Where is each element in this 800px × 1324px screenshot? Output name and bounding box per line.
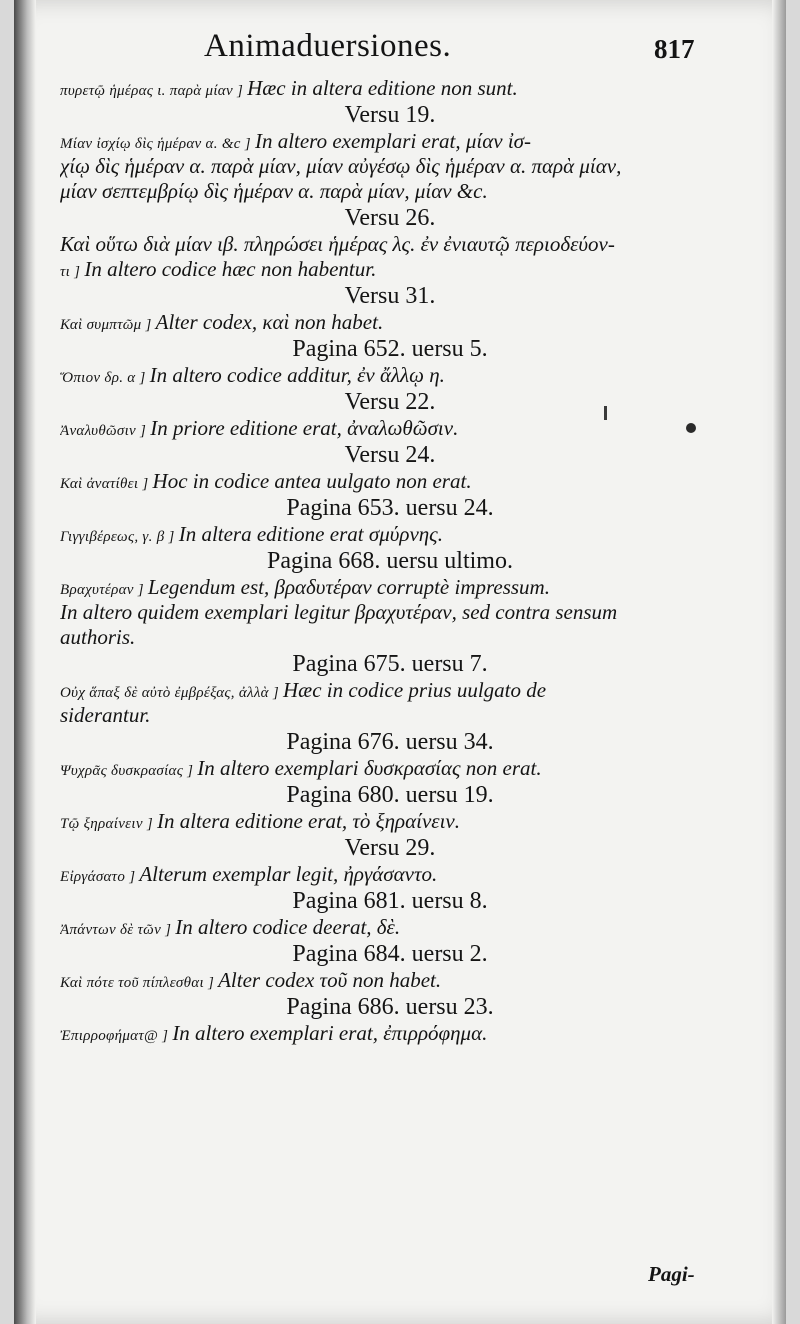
greek-lemma: Καὶ ἀνατίθει ] <box>60 476 149 492</box>
greek-lemma: Ψυχρᾶς δυσκρασίας ] <box>60 763 194 779</box>
section-heading: Pagina 681. uersu 8. <box>292 888 488 914</box>
continuation-line: Καὶ οὕτω διὰ μίαν ιβ. πληρώσει ἡμέρας λς. ἐν ἐνιαυτῷ περιοδεύον- <box>60 232 615 256</box>
continuation-line: siderantur. <box>60 703 151 727</box>
greek-lemma: Γιγγιβέρεως, γ. β ] <box>60 529 175 545</box>
greek-lemma: Ἐπιρροφήματ@ ] <box>60 1028 169 1044</box>
section-heading: Versu 24. <box>344 442 436 468</box>
greek-lemma: Ἀπάντων δὲ τῶν ] <box>60 922 172 938</box>
section-heading: Versu 26. <box>344 205 436 231</box>
greek-lemma: τι ] <box>60 264 81 280</box>
section-heading: Pagina 686. uersu 23. <box>286 994 494 1020</box>
section-heading: Pagina 675. uersu 7. <box>292 651 488 677</box>
greek-lemma: Τῷ ξηραίνειν ] <box>60 816 153 832</box>
ink-speck <box>686 423 696 433</box>
ink-mark <box>604 406 607 420</box>
latin-note: Alter codex τοῦ non habet. <box>218 968 442 992</box>
continuation-line: μίαν σεπτεμβρίῳ δὶς ἡμέραν α. παρὰ μίαν, μίαν &c. <box>60 179 488 203</box>
latin-note: Legendum est, βραδυτέραν corruptè impressum. <box>147 575 550 599</box>
latin-note: In altero codice additur, ἐν ἄλλῳ η. <box>149 363 445 387</box>
greek-lemma: Οὐχ ἅπαξ δὲ αὐτὸ ἐμβρέξας, ἀλλὰ ] <box>60 685 280 701</box>
continuation-line: χίῳ δὶς ἡμέραν α. παρὰ μίαν, μίαν αὐγέσῳ δὶς ἡμέραν α. παρὰ μίαν, <box>60 154 622 178</box>
latin-note: In altero exemplari erat, μίαν ἰσ- <box>254 129 532 153</box>
book-page <box>14 0 786 1324</box>
greek-lemma: Μίαν ἰσχίῳ δὶς ἡμέραν α. &c ] <box>60 136 251 152</box>
section-heading: Pagina 653. uersu 24. <box>286 495 494 521</box>
greek-lemma: πυρετῷ ἡμέρας ι. παρὰ μίαν ] <box>60 83 244 99</box>
latin-note: In altero codice deerat, δὲ. <box>175 915 401 939</box>
section-heading: Pagina 684. uersu 2. <box>292 941 488 967</box>
latin-note: Hoc in codice antea uulgato non erat. <box>152 469 472 493</box>
latin-note: Hæc in codice prius uulgato de <box>283 678 547 702</box>
greek-lemma: Βραχυτέραν ] <box>60 582 144 598</box>
latin-note: In altera editione erat, τὸ ξηραίνειν. <box>156 809 460 833</box>
greek-lemma: Καὶ συμπτῶμ ] <box>60 317 152 333</box>
latin-note: In altero exemplari erat, ἐπιρρόφημα. <box>172 1021 488 1045</box>
greek-lemma: Καὶ πότε τοῦ πίπλεσθαι ] <box>60 975 215 991</box>
page-number: 817 <box>654 34 695 64</box>
greek-lemma: Εἰργάσατο ] <box>60 869 136 885</box>
latin-note: Alterum exemplar legit, ἠργάσαντο. <box>139 862 438 886</box>
running-head-title: Animaduersiones. <box>204 28 452 64</box>
section-heading: Versu 22. <box>344 389 436 415</box>
section-heading: Versu 19. <box>344 102 436 128</box>
latin-note: In priore editione erat, ἀναλωθῶσιν. <box>150 416 459 440</box>
continuation-line: In altero quidem exemplari legitur βραχυτέραν, sed contra sensum <box>60 600 618 624</box>
section-heading: Versu 29. <box>344 835 436 861</box>
latin-note: In altero exemplari δυσκρασίας non erat. <box>197 756 542 780</box>
section-heading: Pagina 668. uersu ultimo. <box>267 548 513 574</box>
greek-lemma: Ὅπιον δρ. α ] <box>60 370 146 386</box>
continuation-line: authoris. <box>60 625 136 649</box>
latin-note: In altero codice hæc non habentur. <box>84 257 377 281</box>
section-heading: Pagina 676. uersu 34. <box>286 729 494 755</box>
greek-lemma: Ἀναλυθῶσιν ] <box>60 423 147 439</box>
section-heading: Pagina 652. uersu 5. <box>292 336 488 362</box>
section-heading: Versu 31. <box>344 283 436 309</box>
latin-note: In altera editione erat σμύρνης. <box>178 522 443 546</box>
section-heading: Pagina 680. uersu 19. <box>286 782 494 808</box>
catchword: Pagi- <box>648 1262 695 1286</box>
latin-note: Hæc in altera editione non sunt. <box>247 76 518 100</box>
latin-note: Alter codex, καὶ non habet. <box>155 310 384 334</box>
print-specks <box>14 0 786 1324</box>
